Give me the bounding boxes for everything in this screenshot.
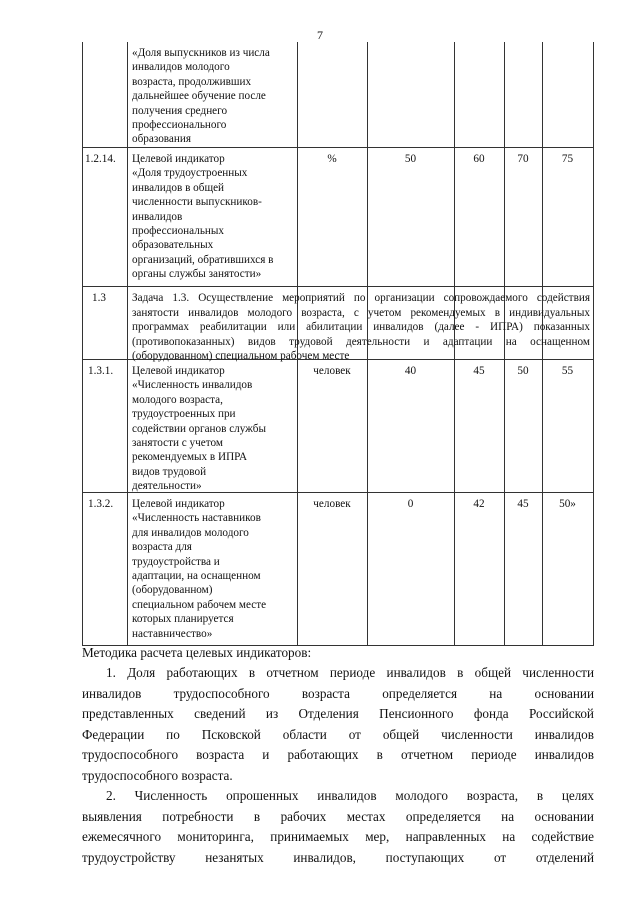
value-year-4: 50» <box>559 498 576 510</box>
indicators-table <box>82 42 594 646</box>
task-number: 1.3 <box>92 292 106 304</box>
indicator-text: Целевой индикатор «Численность наставников для инвалидов молодого возраста для трудоустройства и адаптации, на оснащенном (оборудованном) специальном рабочем месте которых планируется наставничество» <box>132 498 267 640</box>
table-border <box>593 42 594 646</box>
unit: человек <box>313 365 351 377</box>
table-border <box>82 286 594 287</box>
page-number: 7 <box>317 28 323 42</box>
paragraph-line: представленных сведений из Отделения Пенсионного фонда Российской <box>82 706 594 721</box>
table-border <box>82 147 594 148</box>
unit: % <box>327 153 337 165</box>
indicator-text: Целевой индикатор «Численность инвалидов молодого возраста, трудоустроенных при содействии органов службы занятости с учетом рекомендуемых в ИПРА видов трудовой деятельности» <box>132 365 266 493</box>
value-year-3: 70 <box>517 153 529 165</box>
paragraph-line: Федерации по Псковской области от общей численности инвалидов <box>82 727 594 742</box>
value-year-1: 50 <box>404 153 417 165</box>
value-year-3: 45 <box>517 498 529 510</box>
paragraph-line: выявления потребности в рабочих местах определяется на основании <box>82 809 594 824</box>
methodology-heading: Методика расчета целевых индикаторов: <box>82 645 312 660</box>
row-number: 1.3.2. <box>88 498 114 510</box>
table-border <box>82 42 83 646</box>
value-year-4: 55 <box>561 365 574 377</box>
paragraph-line: ежемесячного мониторинга, принимаемых мер, направленных на содействие <box>82 829 594 844</box>
paragraph-line: 2. Численность опрошенных инвалидов молодого возраста, в целях <box>106 788 594 803</box>
paragraph-line: инвалидов трудоспособного возраста определяется на основании <box>82 686 594 701</box>
paragraph-line: трудоустройству незанятых инвалидов, поступающих от отделений <box>82 850 594 865</box>
value-year-2: 42 <box>473 498 485 510</box>
task-text: Задача 1.3. Осуществление мероприятий по организации сопровождаемого содействия занятости инвалидов молодого возраста, с учетом рекомендуемых в индивидуальных программах реабилитации или абилитации инвалидов (далее - ИПРА) показанных (противопоказанных) видов трудовой деятельности и адаптации на оснащенном (оборудованном) специальном рабочем месте <box>132 292 590 363</box>
value-year-1: 0 <box>407 498 414 510</box>
paragraph-line: трудоспособного возраста и работающих в отчетном периоде инвалидов <box>82 747 594 762</box>
row-number: 1.3.1. <box>88 365 114 377</box>
unit: человек <box>313 498 351 510</box>
indicator-text: Целевой индикатор «Доля трудоустроенных инвалидов в общей численности выпускников- инвалидов профессиональных образовательных организаций, обратившихся в органы службы занятости» <box>132 153 274 281</box>
paragraph-line: трудоспособного возраста. <box>82 768 233 783</box>
value-year-4: 75 <box>561 153 574 165</box>
indicator-text: «Доля выпускников из числа инвалидов молодого возраста, продолживших дальнейшее обучение после получения среднего профессионального образования <box>132 47 270 146</box>
value-year-3: 50 <box>517 365 529 377</box>
row-number: 1.2.14. <box>85 153 116 165</box>
value-year-2: 60 <box>473 153 485 165</box>
value-year-2: 45 <box>473 365 485 377</box>
value-year-1: 40 <box>404 365 417 377</box>
paragraph-line: 1. Доля работающих в отчетном периоде инвалидов в общей численности <box>106 665 594 680</box>
table-border <box>127 42 128 646</box>
